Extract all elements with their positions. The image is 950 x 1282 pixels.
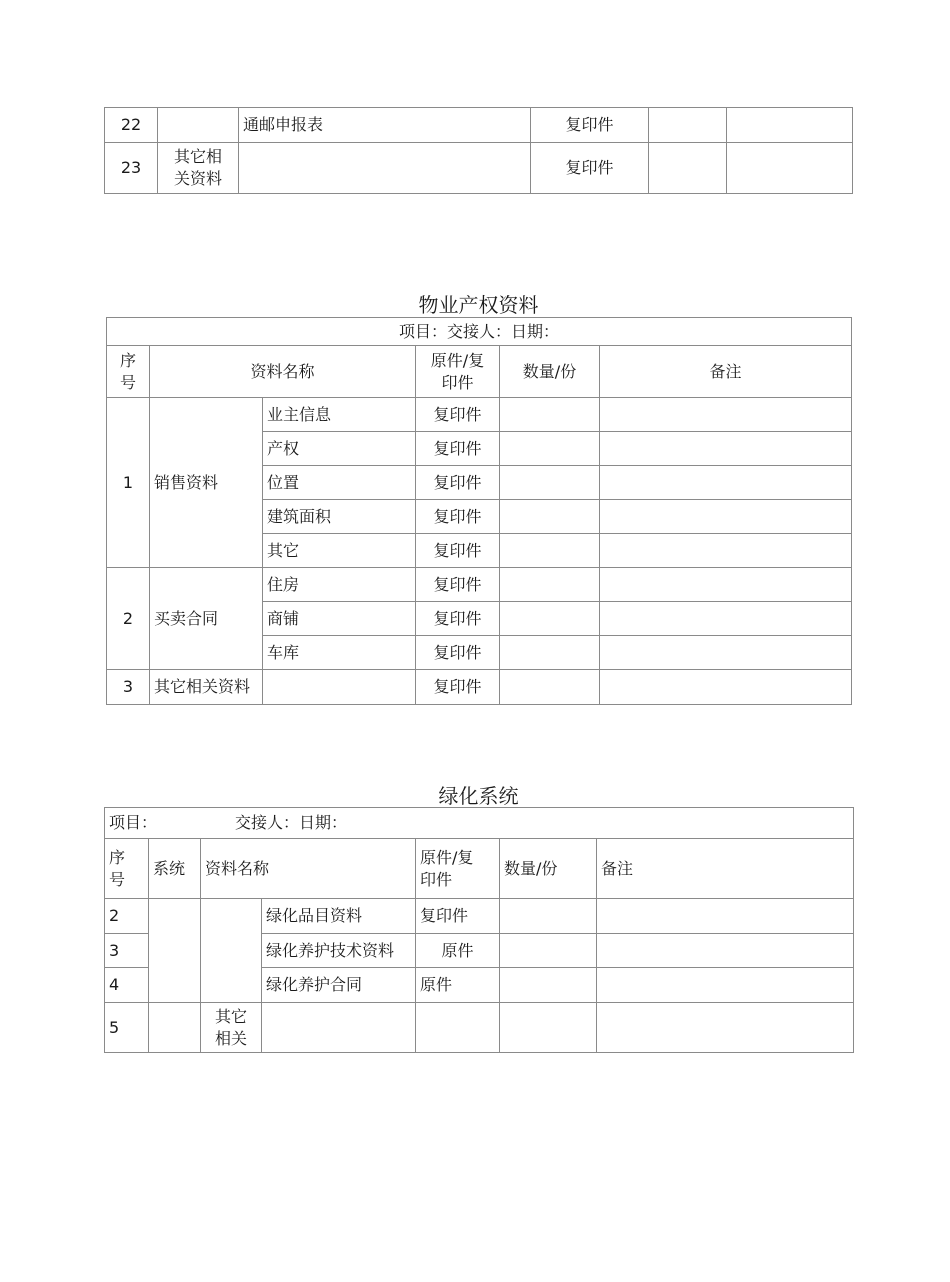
header-note: 备注 — [600, 346, 852, 398]
quantity-cell — [500, 466, 600, 500]
category-cell — [158, 108, 239, 143]
item-name — [262, 1003, 416, 1053]
note-cell — [600, 534, 852, 568]
row-number: 22 — [105, 108, 158, 143]
note-cell — [600, 636, 852, 670]
item-type: 复印件 — [416, 534, 500, 568]
item-name: 建筑面积 — [263, 500, 416, 534]
item-type — [416, 1003, 500, 1053]
note-cell — [597, 899, 854, 934]
header-name: 资料名称 — [150, 346, 416, 398]
table-row — [105, 143, 853, 194]
note-cell — [600, 466, 852, 500]
group-number: 3 — [107, 670, 150, 705]
quantity-cell — [500, 568, 600, 602]
note-cell — [600, 568, 852, 602]
note-cell — [600, 398, 852, 432]
row-number: 2 — [105, 899, 149, 934]
item-name: 住房 — [263, 568, 416, 602]
continuation-table — [104, 107, 853, 194]
quantity-cell — [500, 500, 600, 534]
quantity-cell — [500, 636, 600, 670]
table-row — [107, 398, 852, 432]
note-cell — [727, 108, 853, 143]
row-number: 5 — [105, 1003, 149, 1053]
header-row — [105, 839, 854, 899]
document-name — [239, 143, 531, 194]
item-type: 复印件 — [416, 602, 500, 636]
item-type: 原件 — [416, 934, 500, 968]
item-type: 复印件 — [416, 899, 500, 934]
item-name: 产权 — [263, 432, 416, 466]
group-number: 1 — [107, 398, 150, 568]
note-cell — [597, 968, 854, 1003]
note-cell — [727, 143, 853, 194]
item-type: 复印件 — [416, 636, 500, 670]
project-label: 项目： — [109, 813, 158, 832]
quantity-cell — [500, 670, 600, 705]
item-name: 商铺 — [263, 602, 416, 636]
header-type: 原件/复 印件 — [416, 839, 500, 899]
header-note: 备注 — [597, 839, 854, 899]
quantity-cell — [500, 899, 597, 934]
item-name: 其它 — [263, 534, 416, 568]
header-quantity: 数量/份 — [500, 839, 597, 899]
greening-table — [104, 807, 854, 1053]
quantity-cell — [649, 143, 727, 194]
group-category: 买卖合同 — [150, 568, 263, 670]
table-row — [107, 670, 852, 705]
header-row — [107, 346, 852, 398]
item-name-cell — [262, 934, 416, 968]
item-name: 位置 — [263, 466, 416, 500]
category-cell: 其它 相关 — [201, 1003, 262, 1053]
item-name: 业主信息 — [263, 398, 416, 432]
quantity-cell — [500, 432, 600, 466]
quantity-cell — [500, 934, 597, 968]
system-cell — [149, 1003, 201, 1053]
property-section-title: 物业产权资料 — [418, 293, 539, 317]
quantity-cell — [649, 108, 727, 143]
item-type: 原件 — [416, 968, 500, 1003]
row-number: 3 — [105, 934, 149, 968]
quantity-cell — [500, 1003, 597, 1053]
row-number: 4 — [105, 968, 149, 1003]
note-cell — [600, 500, 852, 534]
category-cell: 其它相 关资料 — [158, 143, 239, 194]
table-row — [105, 108, 853, 143]
quantity-cell — [500, 534, 600, 568]
header-type: 原件/复 印件 — [416, 346, 500, 398]
table-row — [107, 568, 852, 602]
item-type: 复印件 — [416, 500, 500, 534]
project-info-row: 项目：交接人：日期： — [107, 318, 852, 346]
item-type: 复印件 — [416, 466, 500, 500]
greening-section-title: 绿化系统 — [438, 784, 519, 808]
copy-type: 复印件 — [531, 143, 649, 194]
note-cell — [597, 1003, 854, 1053]
note-cell — [600, 670, 852, 705]
item-type: 复印件 — [416, 670, 500, 705]
item-name: 绿化品目资料 — [262, 899, 416, 934]
copy-type: 复印件 — [531, 108, 649, 143]
quantity-cell — [500, 398, 600, 432]
document-name: 通邮申报表 — [239, 108, 531, 143]
header-quantity: 数量/份 — [500, 346, 600, 398]
note-cell — [600, 602, 852, 636]
group-category: 销售资料 — [150, 398, 263, 568]
project-info-row — [105, 808, 854, 839]
quantity-cell — [500, 968, 597, 1003]
item-type: 复印件 — [416, 432, 500, 466]
system-cell — [149, 899, 201, 1003]
category-cell — [201, 899, 262, 1003]
table-row — [105, 899, 854, 934]
group-category: 其它相关资料 — [154, 677, 251, 696]
property-table — [106, 317, 852, 705]
quantity-cell — [500, 602, 600, 636]
group-category-cell — [150, 670, 263, 705]
item-name: 绿化养护合同 — [262, 968, 416, 1003]
header-number: 序 号 — [105, 839, 149, 899]
handover-date-label: 交接人：日期： — [235, 813, 348, 832]
header-number: 序 号 — [107, 346, 150, 398]
item-type: 复印件 — [416, 568, 500, 602]
header-name: 资料名称 — [201, 839, 416, 899]
table-row — [105, 1003, 854, 1053]
group-number: 2 — [107, 568, 150, 670]
item-name — [263, 670, 416, 705]
note-cell — [600, 432, 852, 466]
item-name: 绿化养护技术资料 — [266, 940, 395, 960]
item-type: 复印件 — [416, 398, 500, 432]
header-system: 系统 — [149, 839, 201, 899]
row-number: 23 — [105, 143, 158, 194]
note-cell — [597, 934, 854, 968]
item-name: 车库 — [263, 636, 416, 670]
